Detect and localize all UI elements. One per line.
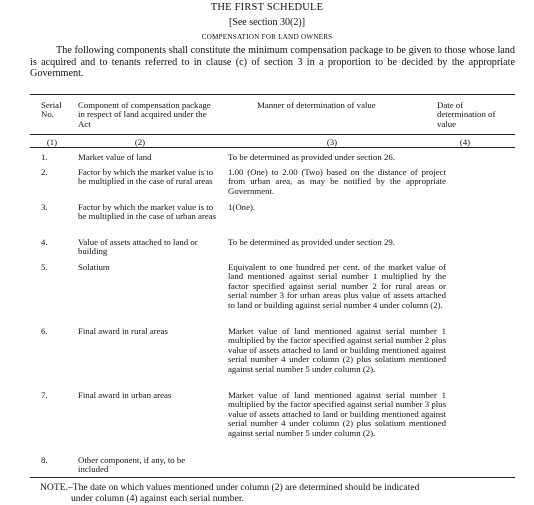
row-1-manner: To be determined as provided under section 26. — [228, 152, 395, 162]
row-3-component: Factor by which the market value is to be multiplied in the case of urban areas — [78, 202, 217, 222]
column-number-4: (4) — [459, 137, 471, 147]
row-6-component: Final award in rural areas — [78, 326, 168, 336]
row-1-component: Market value of land — [78, 152, 152, 162]
column-number-1: (1) — [46, 137, 58, 147]
row-4-serial: 4. — [41, 237, 48, 247]
schedule-title: THE FIRST SCHEDULE — [210, 2, 324, 13]
note-text-line2: under column (4) against each serial number. — [71, 493, 244, 504]
schedule-heading: COMPENSATION FOR LAND OWNERS — [201, 33, 333, 41]
row-3-serial: 3. — [41, 202, 48, 212]
section-reference: [See section 30(2)] — [228, 17, 306, 28]
row-6-serial: 6. — [41, 326, 48, 336]
row-8-component: Other component, if any, to be included — [78, 455, 186, 475]
row-7-serial: 7. — [41, 390, 48, 400]
table-top-rule — [30, 94, 515, 95]
row-5-component: Solatium — [78, 262, 110, 272]
note — [40, 482, 510, 504]
intro-paragraph: The following components shall constitute the minimum compensation package to be given to those whose land is acquired and to tenants referred to in clause (c) of section 3 in a proportion to be decided by the appropriate Government. — [30, 45, 515, 80]
row-7-manner: Market value of land mentioned against serial number 1 multiplied by the factor specified against serial number 3 plus value of assets attached to land or building mentioned against serial number 4 under column (2) plus solatium mentioned against serial number 5 under column (2). — [228, 390, 446, 438]
header-rule — [30, 134, 515, 135]
column-number-3: (3) — [326, 137, 338, 147]
row-4-component: Value of assets attached to land or building — [78, 237, 198, 257]
colnum-rule — [30, 147, 515, 148]
row-8-serial: 8. — [41, 455, 48, 465]
header-serial: Serial No. — [41, 100, 62, 120]
row-7-component: Final award in urban areas — [78, 390, 172, 400]
header-manner: Manner of determination of value — [257, 100, 376, 110]
row-2-serial: 2. — [41, 167, 48, 177]
row-1-serial: 1. — [41, 152, 48, 162]
note-label: NOTE — [40, 482, 66, 493]
row-3-manner: 1(One). — [228, 202, 256, 212]
row-5-manner: Equivalent to one hundred per cent. of the market value of land mentioned against serial number 1 multiplied by the factor specified against serial number 2 for rural areas or serial number 3 for urban areas plus value of assets attached to land or building against serial number 4 under column (2). — [228, 262, 446, 310]
row-6-manner: Market value of land mentioned against serial number 1 multiplied by the factor specified against serial number 2 plus value of assets attached to land or building mentioned against serial number 4 under column (2) plus solatium mentioned against serial number 5 under column (2). — [228, 326, 446, 374]
row-5-serial: 5. — [41, 262, 48, 272]
table-bottom-rule — [30, 477, 515, 478]
row-2-manner: 1.00 (One) to 2.00 (Two) based on the distance of project from urban area, as may be notified by the appropriate Government. — [228, 167, 446, 196]
column-number-2: (2) — [134, 137, 146, 147]
header-date: Date of determination of value — [437, 100, 496, 129]
note-text-line1: .–The date on which values mentioned under column (2) are determined should be indicated — [65, 482, 420, 493]
row-2-component: Factor by which the market value is to be multiplied in the case of rural areas — [78, 167, 214, 187]
row-4-manner: To be determined as provided under section 29. — [228, 237, 395, 247]
header-component: Component of compensation package in respect of land acquired under the Act — [78, 100, 211, 129]
